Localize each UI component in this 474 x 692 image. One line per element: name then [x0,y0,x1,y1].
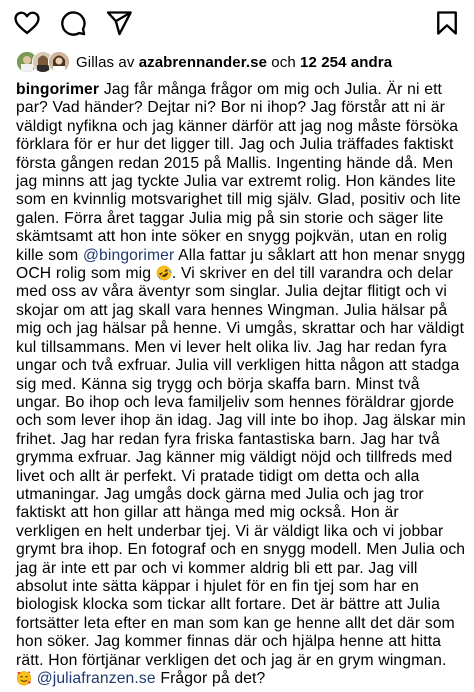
comment-bubble-icon[interactable] [58,8,88,38]
caption-username[interactable]: bingorimer [16,81,100,98]
avatar [48,51,70,73]
likes-text [76,54,392,71]
send-paper-plane-icon[interactable] [104,8,134,38]
likes-prefix: Gillas av [76,53,139,71]
caption-text: Jag får många frågor om mig och Julia. Är ni ett par? Vad händer? Dejtar ni? Bor ni ihop? Jag förstår att ni är väldigt nyfikna och jag känner därför att jag nog måste försöka förklara för er hur det ligger till. Jag och Julia träffades faktiskt första gången redan 2015 på Mallis. Ingenting hände då. Men jag minns att jag tyckte Julia var extremt rolig. Hon kändes lite som en kvinnlig motsvarighet till mig själv. Glad, positiv och lite galen. Förra året taggar Julia mig på sin storie och säger lite skämtsamt att hon inte söker en snygg pojkvän, utan en rolig kille som [16,81,461,264]
caption-text: Frågor på det? [155,670,266,687]
mention-link[interactable]: @juliafranzen.se [36,670,156,687]
rolling-on-floor-laughing-emoji [156,265,172,281]
bookmark-outline-icon[interactable] [432,8,462,38]
smiling-face-with-hearts-emoji [16,670,32,686]
caption-text: . Vi skriver en del till varandra och delar med oss av våra äventyr som singlar. Julia dejtar flitigt och vi skojar om att jag skall vara hennes Wingman. Julia hälsar på mig och jag hälsar på henne. Vi umgås, skrattar och har väldigt kul tillsammans. Men vi lever helt olika liv. Jag har redan fyra ungar och två exfruar. Julia vill verkligen hitta någon att stadga sig med. Känna sig trygg och börja skaffa barn. Minst två ungar. Bo ihop och leva familjeliv som hennes föräldrar gjorde och som lever ihop än idag. Jag vill inte bo ihop. Jag älskar min frihet. Jag har redan fyra friska fantastiska barn. Jag har två grymma exfruar. Jag känner mig väldigt nöjd och tillfreds med livet och allt är perfekt. Vi pratade tidigt om detta och alla utmaningar. Jag umgås dock gärna med Julia och jag tror faktiskt att hon gillar att hänga med mig också. Hon är verkligen en helt underbar tjej. Vi är väldigt lika och vi jobbar grymt bra ihop. En fotograf och en snygg modell. Men Julia och jag är inte ett par och vi kommer aldrig bli ett par. Jag vill absolut inte sätta käppar i hjulet för en fin tjej som har en biologisk klocka som tickar allt fortare. Det är bättre att Julia fortsätter leta efter en man som kan ge henne allt det där som hon söker. Jag kommer finnas där och hjälpa henne att hitta rätt. Hon förtjänar verkligen det och jag är en grym wingman. [16,265,466,669]
likes-middle: och [267,53,301,71]
liker-username[interactable]: azabrennander.se [138,53,268,71]
post-action-bar [14,8,460,38]
mention-link[interactable]: @bingorimer [82,246,175,264]
likes-summary[interactable] [16,50,464,74]
likes-count[interactable]: 12 254 andra [300,53,393,71]
liker-avatars [16,51,76,73]
heart-outline-icon[interactable] [12,8,42,38]
caption-text: Alla fattar ju såklart att hon menar snygg OCH rolig som mig [16,246,466,283]
post-caption [16,81,466,688]
